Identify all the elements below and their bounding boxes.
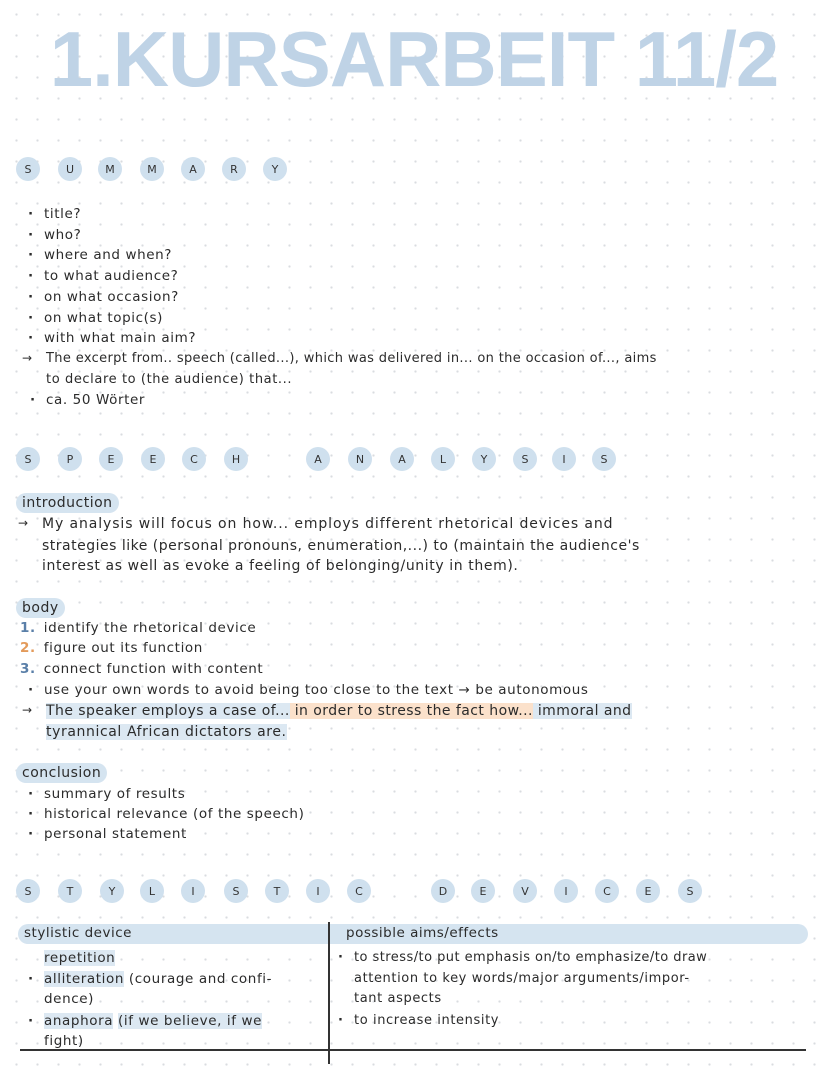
heading-letter: Y [263,157,287,181]
summary-bullet: · on what topic(s) [44,310,163,326]
table-divider [328,922,330,1064]
effect-line: · to stress/to put emphasis on/to emphasize/to draw [354,950,707,965]
summary-bullet: · on what occasion? [44,289,179,305]
body-label: body [16,598,65,618]
heading-letter: E [471,879,495,903]
summary-template-line: → The excerpt from.. speech (called...), which was delivered in... on the occasion of..., aims [46,351,657,366]
heading-letter: S [16,879,40,903]
heading-letter: S [513,447,537,471]
table-bottom-rule [20,1049,806,1051]
heading-letter: A [306,447,330,471]
device-example: (if we believe, if we [118,1013,263,1029]
heading-letter: E [99,447,123,471]
introduction-label: introduction [16,493,119,513]
heading-letter: S [224,879,248,903]
heading-letter: S [678,879,702,903]
heading-letter: L [431,447,455,471]
heading-letter: C [182,447,206,471]
conclusion-bullet: · personal statement [44,826,187,842]
column-header-device: stylistic device [24,925,132,941]
conclusion-label: conclusion [16,763,107,783]
example-part: The speaker employs a case of... [46,703,290,719]
introduction-line: strategies like (personal pronouns, enumeration,...) to (maintain the audience's [42,538,640,554]
arrow-icon: → [458,682,476,698]
heading-letter: Y [100,879,124,903]
body-bullet-result: be autonomous [475,682,589,698]
summary-bullet: · to what audience? [44,268,178,284]
heading-letter: S [16,157,40,181]
body-example-line [46,703,632,719]
body-step [20,620,256,636]
heading-letter: I [552,447,576,471]
summary-bullet: · where and when? [44,247,172,263]
heading-letter: C [347,879,371,903]
heading-letter: L [140,879,164,903]
heading-letter: E [636,879,660,903]
heading-letter: A [181,157,205,181]
step-number: 2. [20,640,36,656]
page-title: 1.KURSARBEIT 11/2 [49,15,779,103]
step-number: 1. [20,620,36,636]
heading-letter: N [348,447,372,471]
heading-letter: V [513,879,537,903]
heading-letter: I [306,879,330,903]
table-row [44,1013,262,1029]
heading-letter: R [222,157,246,181]
heading-letter: A [390,447,414,471]
step-text: figure out its function [43,640,203,656]
device-name: alliteration [44,971,125,987]
table-row [44,950,115,966]
heading-letter: T [58,879,82,903]
heading-letter: I [181,879,205,903]
summary-bullet: · with what main aim? [44,330,196,346]
heading-letter: T [265,879,289,903]
heading-letter: Y [472,447,496,471]
heading-letter: S [592,447,616,471]
table-row [44,971,272,987]
step-text: connect function with content [43,661,264,677]
step-number: 3. [20,661,36,677]
body-example-line [46,724,287,740]
table-row-cont: fight) [44,1033,84,1049]
summary-word-count: · ca. 50 Wörter [46,392,145,408]
heading-letter: H [224,447,248,471]
device-name: anaphora [44,1013,114,1029]
table-header [18,924,808,944]
effect-line: tant aspects [354,991,442,1006]
introduction-line: → My analysis will focus on how... employs different rhetorical devices and [42,516,613,532]
example-part-highlight: in order to stress the fact how... [289,703,533,719]
summary-template-line: to declare to (the audience) that... [46,372,293,387]
conclusion-bullet: · summary of results [44,786,185,802]
summary-bullet: · title? [44,206,81,222]
introduction-line: interest as well as evoke a feeling of belonging/unity in them). [42,558,519,574]
heading-letter: I [554,879,578,903]
summary-bullet: · who? [44,227,81,243]
heading-letter: E [141,447,165,471]
body-step [20,640,203,656]
device-name: repetition [44,950,116,966]
example-part: tyrannical African dictators are. [46,724,287,740]
body-step [20,661,263,677]
column-header-effects: possible aims/effects [346,925,499,941]
body-bullet [44,682,589,698]
body-bullet-text: use your own words to avoid being too close to the text [44,682,454,698]
conclusion-bullet: · historical relevance (of the speech) [44,806,304,822]
example-part: immoral and [532,703,632,719]
step-text: identify the rhetorical device [43,620,257,636]
heading-letter: P [58,447,82,471]
effect-line: attention to key words/major arguments/impor- [354,971,690,986]
device-example: (courage and confi- [128,971,273,987]
heading-letter: M [140,157,164,181]
table-row-cont: dence) [44,991,95,1007]
effect-line: · to increase intensity [354,1013,499,1028]
heading-letter: U [58,157,82,181]
heading-letter: C [595,879,619,903]
heading-letter: D [431,879,455,903]
heading-letter: M [98,157,122,181]
heading-letter: S [16,447,40,471]
